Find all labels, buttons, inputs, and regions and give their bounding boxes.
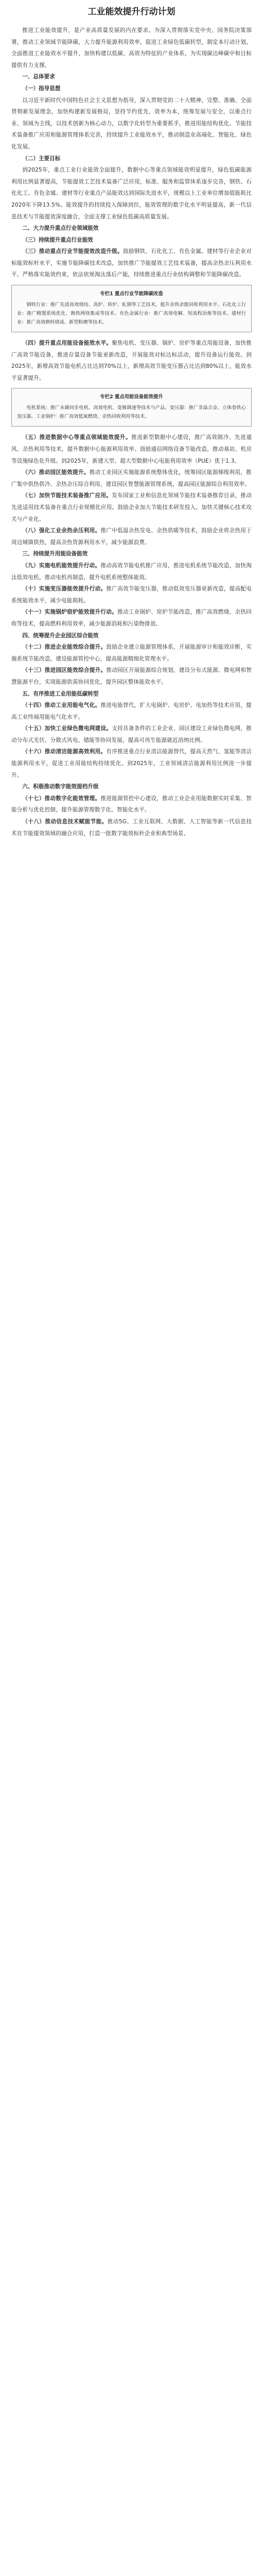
paragraph-lead: （三）推动重点行业节能提效改造升级。 [22, 248, 123, 255]
box-title: 专栏1 重点行业节能降碳改造 [100, 291, 163, 297]
body-paragraph [11, 606, 252, 630]
body-paragraph [11, 246, 252, 281]
paragraph-text: 推动工业园区实施能源系统整体优化，统筹园区能源梯级利用，推广集中供热供冷、余热余压综合利用，建设园区智慧能源管理系统，提高园区能源综合利用效率。 [11, 469, 252, 487]
section-heading: 六、积极推动数字能效提档升级 [22, 784, 99, 790]
body-paragraph [11, 700, 252, 723]
subsection-heading: （三）持续提升重点行业能效 [22, 236, 93, 243]
box-text: 电机系统：推广永磁同步电机、高效电机、变频调速等技术与产品。变压器：推广非晶合金、立体卷铁心变压器。工业锅炉：推广高效低氮燃烧、余热回收利用等技术。 [17, 405, 246, 420]
paragraph-text: 推进新型数据中心建设，推广高效制冷、先进通风、余热利用等技术，提升数据中心能源利用效率。鼓励通信网络设备节能改造，推动基站、机房等设施绿色化升级。到2025年，新建大型、超大型数据中心电能利用效率（PUE）优于1.3。 [11, 434, 252, 464]
document-title: 工业能效提升行动计划 [87, 7, 176, 17]
paragraph-lead: （十六）推动清洁能源高效利用。 [22, 749, 107, 755]
section-heading: 二、大力提升重点行业领域能效 [22, 225, 99, 232]
body-paragraph [11, 641, 252, 665]
body-paragraph [11, 746, 252, 781]
section-heading: 四、统筹提升企业园区综合能效 [22, 632, 99, 639]
intro-paragraph: 推进工业能效提升，是产业高质量发展的内在要求。为深入贯彻落实党中央、国务院决策部署，推动工业领域节能降碳，大力提升能源利用效率，促进工业绿色低碳转型，制定本行动计划，全面推进工业能效水平提升，加快构建以低碳、高效为特征的产业体系，为实现碳达峰碳中和目标提供有力支撑。 [11, 27, 252, 69]
body-paragraph [11, 467, 252, 490]
paragraph-text: 推进电能替代，扩大电锅炉、电窑炉、电加热等技术应用，提高工业终端用能电气化水平。 [11, 702, 252, 720]
box-text: 钢铁行业：推广先进高效烧结、高炉、转炉、轧钢等工艺技术，提升余热余能回收利用水平。石化化工行业：推广精馏系统优化、换热网络集成等技术。有色金属行业：推广高效电解、短流程冶炼等技术。建材行业：推广高效熟料烧成、新型粉磨等技术。 [17, 302, 246, 326]
paragraph-text: 推动5G、工业互联网、大数据、人工智能等新一代信息技术在节能提效领域的融合应用，打造一批数字能效标杆企业和典型场景。 [11, 819, 252, 837]
body-paragraph [11, 525, 252, 548]
paragraph-lead: （十五）加快工业绿色微电网建设。 [22, 725, 112, 732]
paragraph-lead: （十三）推进园区能效综合提升。 [22, 667, 107, 674]
body-paragraph [11, 793, 252, 816]
subsection-heading: （二）主要目标 [22, 155, 61, 162]
subsection-heading: （一）指导思想 [22, 85, 61, 92]
paragraph-text: 鼓励钢铁、石化化工、有色金属、建材等行业企业对标能效标杆水平，实施节能降碳技术改造，加快推广节能提效工艺技术装备，提高余热余压利用水平。严格落实能效约束，依法依规淘汰落后产能，持续推进重点行业结构调整和节能降碳改造。 [11, 248, 252, 278]
body-paragraph [11, 560, 252, 583]
paragraph-lead: （九）实施电机能效提升行动。 [22, 562, 101, 569]
paragraph-text: 推广中低温余热发电、余热供暖等技术，鼓励企业将余热用于周边城镇供热，提高余热资源利用水平，减少能源浪费。 [11, 528, 252, 546]
paragraph-lead: （十七）推动数字化能效管理。 [22, 795, 101, 802]
body-paragraph [11, 337, 252, 384]
paragraph-lead: （六）推动园区能效提升。 [22, 469, 90, 476]
body-paragraph [11, 723, 252, 746]
paragraph-text: 鼓励企业建立能源管理体系，开展能源审计和能效诊断，实施系统节能改造，建设能源管控中心，提高能源精细化管理水平。 [11, 644, 252, 662]
body-paragraph [11, 583, 252, 606]
body-paragraph [11, 816, 252, 839]
section-heading: 一、总体要求 [22, 74, 55, 80]
paragraph-text: 聚焦电机、变压器、锅炉、窑炉等重点用能设备，加快推广高效节能设备，推进存量设备节能更新改造，开展能效对标达标活动，提升设备运行能效。到2025年，新增高效节能电机占比达到70%以上，新增高效节能变压器占比达到80%以上，能效水平显著提升。 [11, 340, 252, 381]
body-paragraph [11, 665, 252, 688]
paragraph-lead: （八）强化工业余热余压利用。 [22, 528, 101, 534]
body-paragraph [11, 490, 252, 525]
body-paragraph: 到2025年，重点工业行业能效全面提升，数据中心等重点领域能效明显提升，绿色低碳能源利用比例显著提高，节能提效工艺技术装备广泛应用，标准、服务和监管体系逐步完善，钢铁、石化化工、有色金属、建材等行业重点产品能效达到国际先进水平，规模以上工业单位增加值能耗比2020年下降13.5%。能效提升的持续投入保障到位，能效管理的数字化水平明显提高，新一代信息技术与节能提效深度融合，全面支撑工业绿色低碳高质量发展。 [11, 167, 252, 220]
paragraph-text: 支持具备条件的工业企业、园区建设工业绿色微电网，推动分布式光伏、分散式风电、储能等协同发展，提高可再生能源就近消纳比例。 [11, 725, 252, 743]
paragraph-lead: （十四）推动工业用能电气化。 [22, 702, 101, 709]
paragraph-lead: （七）加快节能技术装备推广应用。 [22, 493, 112, 499]
body-paragraph [11, 432, 252, 467]
paragraph-text: 推动园区开展能源综合规划，建设分布式能源、微电网和智慧能源平台，实现能源供需协同优化，提升园区整体能效水平。 [11, 667, 252, 685]
paragraph-text: 推动高效节能电机推广应用，推进电机系统节能改造，加快淘汰低效电机，推动电机再制造，提升电机系统整体能效。 [11, 562, 252, 581]
paragraph-lead: （五）推进数据中心等重点领域能效提升。 [22, 434, 132, 441]
paragraph-lead: （十八）推动信息技术赋能节能。 [22, 819, 108, 825]
section-heading: 五、有序推进工业用能低碳转型 [22, 690, 99, 697]
sidebar-box [11, 285, 252, 332]
box-title: 专栏2 重点用能设备能效提升 [100, 394, 163, 400]
paragraph-text: 有序推进重点行业清洁能源替代，提高天然气、氢能等清洁能源利用水平，促进工业用能结构持续优化。到2025年，工业领域清洁能源利用比例进一步提升。 [11, 749, 252, 778]
paragraph-lead: （十）实施变压器能效提升行动。 [22, 586, 107, 592]
paragraph-text: 推动工业锅炉、窑炉节能改造，推广高效燃烧、余热回收等技术，提高燃料利用效率，减少能源消耗和污染物排放。 [11, 609, 252, 627]
paragraph-lead: （十一）实施锅炉窑炉能效提升行动。 [22, 609, 118, 616]
body-paragraph: 以习近平新时代中国特色社会主义思想为指导，深入贯彻党的二十大精神，完整、准确、全面贯彻新发展理念，加快构建新发展格局，坚持节约优先、效率为本，统筹发展与安全，以重点行业、领域为主线，以技术创新为核心动力，以数字化转型为重要抓手，推进用能结构优化、节能技术装备推广应用和能源管理体系完善，持续提升工业能效水平，推动制造业高端化、智能化、绿色化发展。 [11, 97, 252, 150]
paragraph-text: 发布国家工业和信息化领域节能技术装备推荐目录，推动先进适用技术装备在重点行业规模化应用。鼓励企业加大节能技术研发投入，加快关键核心技术攻关与产业化。 [11, 493, 252, 522]
paragraph-text: 推进能源管控中心建设，推动工业企业用能数据实时采集、智能分析与优化控制，提升能源管理数字化、智能化水平。 [11, 795, 252, 814]
sidebar-box [11, 388, 252, 427]
paragraph-text: 推广高效节能变压器，推动低效变压器更新改造，提高配电系统能效水平，减少电能损耗。 [11, 586, 252, 604]
paragraph-lead: （十二）推进企业能效综合提升。 [22, 644, 107, 651]
paragraph-lead: （四）提升重点用能设备能效水平。 [22, 340, 112, 347]
section-heading: 三、持续提升用能设备能效 [22, 551, 88, 557]
